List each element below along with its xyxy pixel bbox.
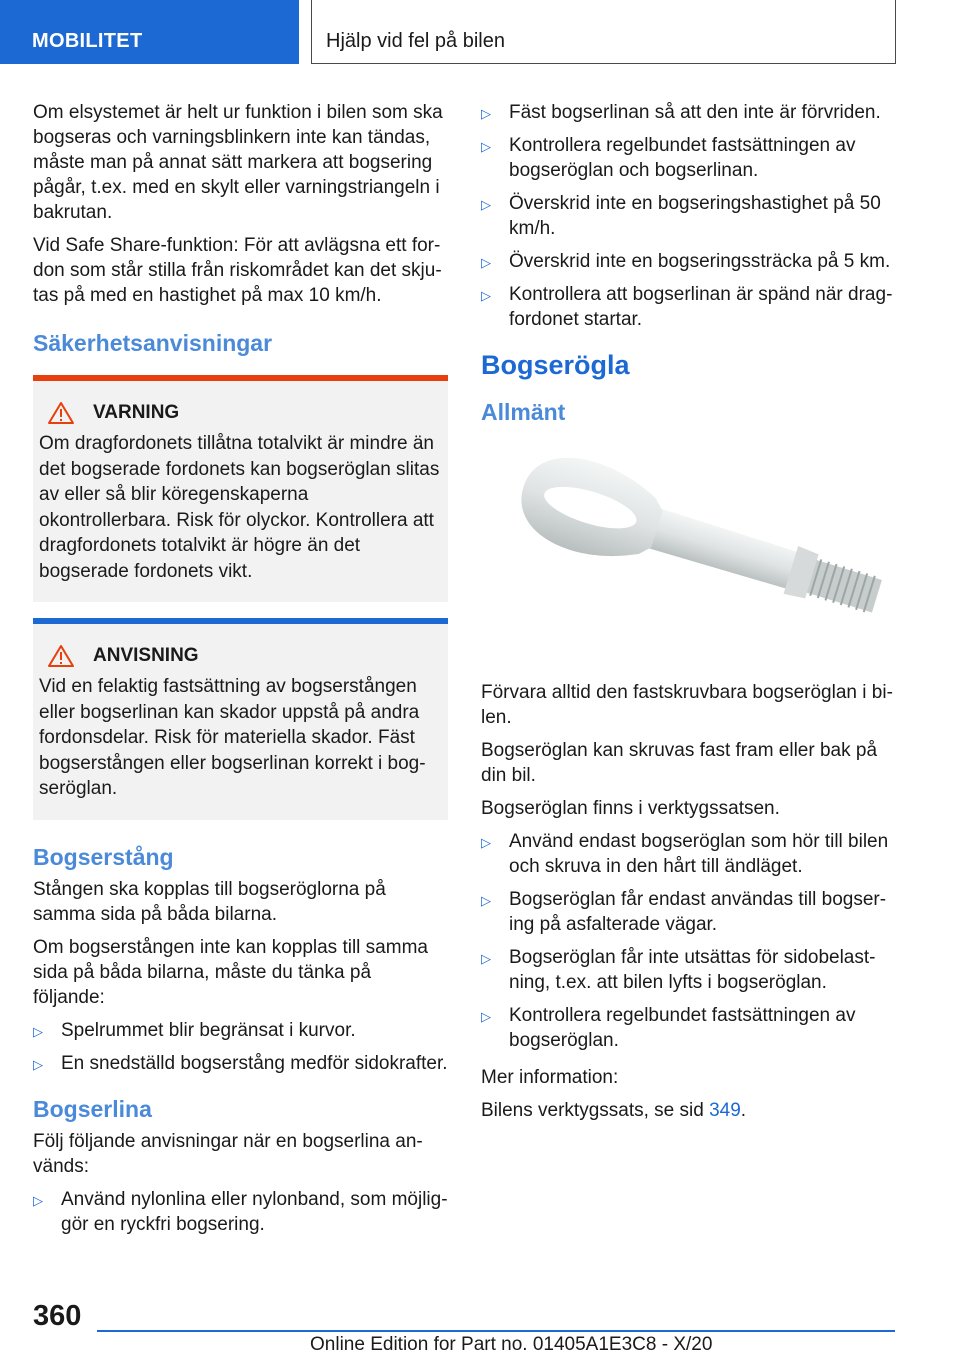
bullet-triangle-icon: ▷ <box>481 255 491 270</box>
paragraph: Förvara alltid den fastskruvbara bogseröglan i bilen. <box>481 682 893 728</box>
list-item: ▷ Överskrid inte en bogseringshastighet på 50 km/h. <box>481 193 881 239</box>
paragraph: Bogseröglan finns i verktygssatsen. <box>481 798 780 819</box>
list-item: ▷ Överskrid inte en bogseringssträcka på 5 km. <box>481 249 896 274</box>
more-info-label: Mer information: <box>481 1067 619 1088</box>
chapter-title-box <box>311 0 896 64</box>
bullet-triangle-icon: ▷ <box>481 951 491 966</box>
list-item: ▷ Kontrollera regelbundet fastsättningen av bogseröglan. <box>481 1005 856 1051</box>
paragraph: Bogseröglan kan skruvas fast fram eller bak på din bil. <box>481 740 878 786</box>
cross-reference: Bilens verktygssats, se sid 349. <box>481 1100 747 1121</box>
list-item: ▷ Använd nylonlina eller nylonband, som möjliggör en ryckfri bogsering. <box>33 1188 448 1235</box>
page-number: 360 <box>33 1300 82 1332</box>
footer-edition: Online Edition for Part no. 01405A1E3C8 - X/20 <box>310 1334 713 1355</box>
left-column <box>33 100 448 1245</box>
paragraph: Stången ska kopplas till bogseröglorna på samma sida på båda bilarna. <box>33 878 386 925</box>
bullet-triangle-icon: ▷ <box>481 893 491 908</box>
list-item: ▷ En snedställd bogserstång medför sidokrafter. <box>33 1051 448 1076</box>
notice-triangle-icon <box>47 644 75 668</box>
warning-box <box>33 375 448 602</box>
bullet-triangle-icon: ▷ <box>481 197 491 212</box>
list-item: ▷ Bogseröglan får endast användas till bogsering på asfalterade vägar. <box>481 889 887 935</box>
paragraph: Om bogserstången inte kan kopplas till samma sida på båda bilarna, måste du tänka på följande: <box>33 936 428 1008</box>
towing-eye-list <box>481 829 896 1053</box>
towing-eye-heading: Bogserögla <box>481 350 630 380</box>
tow-bar-list <box>33 1018 448 1076</box>
section-label: MOBILITET <box>32 30 143 52</box>
section-tab <box>0 0 299 64</box>
list-item: ▷ Kontrollera att bogserlinan är spänd när dragfordonet startar. <box>481 284 893 330</box>
paragraph: Följ följande anvisningar när en bogserlina används: <box>33 1130 423 1177</box>
notice-text: Vid en felaktig fastsättning av bogserstången eller bogserlinan kan skador uppstå på andra fordonsdelar. Risk för materiella skador. Fäst bogserstången eller bogserlinan korrekt i bogseröglan. <box>39 676 426 799</box>
list-item: ▷ Fäst bogserlinan så att den inte är förvriden. <box>481 100 896 125</box>
bullet-triangle-icon: ▷ <box>33 1056 43 1072</box>
warning-label: VARNING <box>93 402 180 423</box>
warning-triangle-icon <box>47 401 75 425</box>
warning-text: Om dragfordonets tillåtna totalvikt är mindre än det bogserade fordonets kan bogseröglan slitas av eller så blir köregenskaperna okontrollerbara. Risk för olyckor. Kontrollera att dragfordonets totalvikt är högre än det bogserade fordonets vikt. <box>39 433 440 582</box>
bullet-triangle-icon: ▷ <box>481 288 491 303</box>
right-column <box>481 100 896 1131</box>
list-item: ▷ Spelrummet blir begränsat i kurvor. <box>33 1018 448 1043</box>
bullet-triangle-icon: ▷ <box>33 1192 43 1208</box>
notice-label: ANVISNING <box>93 645 199 666</box>
notice-box <box>33 618 448 820</box>
tow-bar-heading: Bogserstång <box>33 843 174 870</box>
general-heading: Allmänt <box>481 399 566 425</box>
bullet-triangle-icon: ▷ <box>33 1023 43 1039</box>
list-item: ▷ Använd endast bogseröglan som hör till bilen och skruva in den hårt till ändläget. <box>481 831 889 877</box>
bullet-triangle-icon: ▷ <box>481 139 491 154</box>
bullet-triangle-icon: ▷ <box>481 835 491 850</box>
chapter-title: Hjälp vid fel på bilen <box>326 30 505 52</box>
page-link[interactable]: 349 <box>709 1100 741 1121</box>
tow-rope-list-cont <box>481 100 896 332</box>
towing-eye-image <box>481 438 896 663</box>
paragraph: Vid Safe Share-funktion: För att avlägsna ett fordon som står stilla från riskområdet kan det skjutas på med en hastighet på max 10 km/h. <box>33 235 442 306</box>
bullet-triangle-icon: ▷ <box>481 1009 491 1024</box>
safety-heading: Säkerhetsanvisningar <box>33 330 273 356</box>
list-item: ▷ Kontrollera regelbundet fastsättningen av bogseröglan och bogserlinan. <box>481 135 856 181</box>
tow-rope-heading: Bogserlina <box>33 1095 152 1122</box>
footer-divider <box>97 1330 895 1332</box>
paragraph: Om elsystemet är helt ur funktion i bilen som ska bogseras och varningsblinkern inte kan tändas, måste man på annat sätt markera att bogsering pågår, t.ex. med en skylt eller varningstriangeln i bakrutan. <box>33 102 443 223</box>
list-item: ▷ Bogseröglan får inte utsättas för sidobelastning, t.ex. att bilen lyfts i bogseröglan. <box>481 947 876 993</box>
tow-rope-list <box>33 1187 448 1237</box>
bullet-triangle-icon: ▷ <box>481 106 491 121</box>
